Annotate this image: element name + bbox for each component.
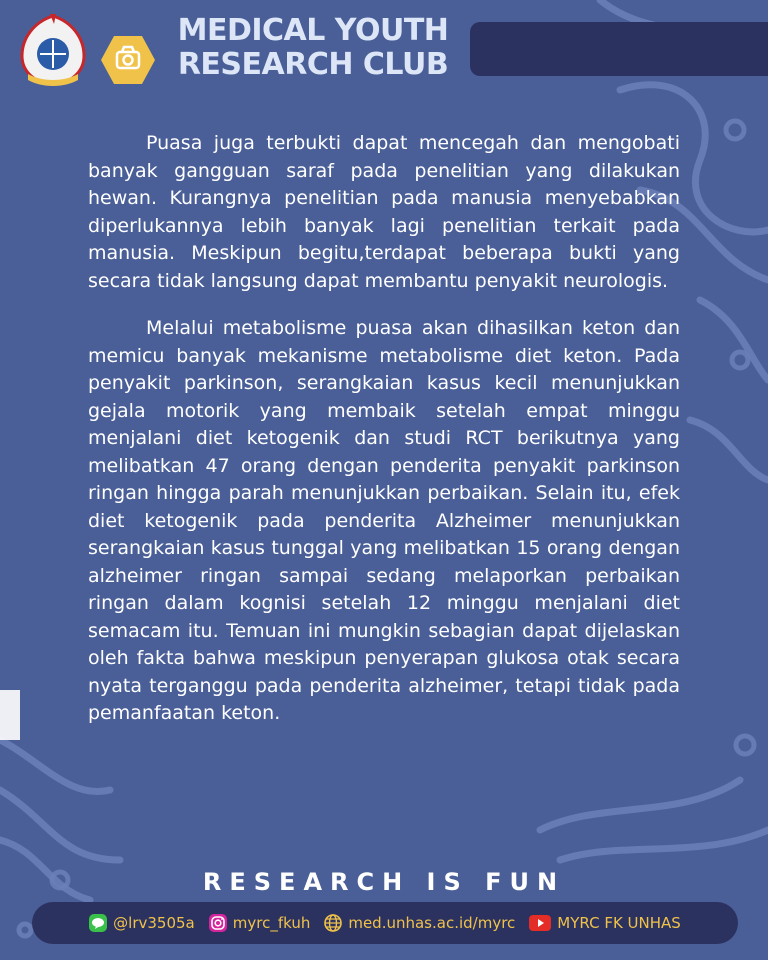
contact-youtube[interactable]: [529, 914, 681, 932]
contact-website[interactable]: [324, 914, 515, 932]
title-line-1: MEDICAL YOUTH: [177, 13, 449, 48]
contact-website-text: med.unhas.ac.id/myrc: [348, 914, 516, 932]
paragraph-1: Puasa juga terbukti dapat mencegah dan mengobati banyak gangguan saraf pada penelitian yang dilakukan hewan. Kurangnya penelitian pada manusia menyebabkan diperlukannya lebih banyak lagi penelitian terkait pada manusia. Meskipun begitu,terdapat beberapa bukti yang secara tidak langsung dapat membantu penyakit neurologis.: [88, 132, 680, 292]
paragraph-2: Melalui metabolisme puasa akan dihasilkan keton dan memicu banyak mekanisme metabolisme diet keton. Pada penyakit parkinson, serangkaian kasus kecil menunjukkan gejala motorik yang membaik setelah empat minggu menjalani diet ketogenik dan studi RCT berikutnya yang melibatkan 47 orang dengan penderita penyakit parkinson ringan hingga parah menunjukkan perbaikan. Selain itu, efek diet ketogenik pada penderita Alzheimer menunjukkan serangkaian kasus tunggal yang melibatkan 15 orang dengan alzheimer ringan sampai sedang melaporkan perbaikan ringan dalam kognisi setelah 12 minggu menjalani diet semacam itu. Temuan ini mungkin sebagian dapat dijelaskan oleh fakta bahwa meskipun penyerapan glukosa otak secara nyata terganggu pada penderita alzheimer, tetapi tidak pada pemanfaatan keton.: [88, 317, 680, 724]
globe-icon: [324, 914, 342, 932]
club-logo: [100, 34, 156, 86]
contact-youtube-text: MYRC FK UNHAS: [557, 914, 681, 932]
contact-instagram[interactable]: [209, 914, 311, 932]
contact-line[interactable]: [89, 914, 195, 932]
title-line-2: RESEARCH CLUB: [177, 47, 449, 82]
line-icon: [89, 914, 107, 932]
instagram-icon: [209, 914, 227, 932]
contact-line-text: @lrv3505a: [113, 914, 195, 932]
university-logo: [14, 12, 92, 88]
tagline: RESEARCH IS FUN: [202, 868, 566, 896]
article-body: [88, 130, 680, 748]
footer-bar: [32, 902, 738, 944]
header-bar: [470, 22, 768, 76]
page-title: [168, 14, 458, 82]
youtube-icon: [529, 915, 551, 931]
header: [0, 0, 768, 100]
contact-instagram-text: myrc_fkuh: [232, 914, 311, 932]
